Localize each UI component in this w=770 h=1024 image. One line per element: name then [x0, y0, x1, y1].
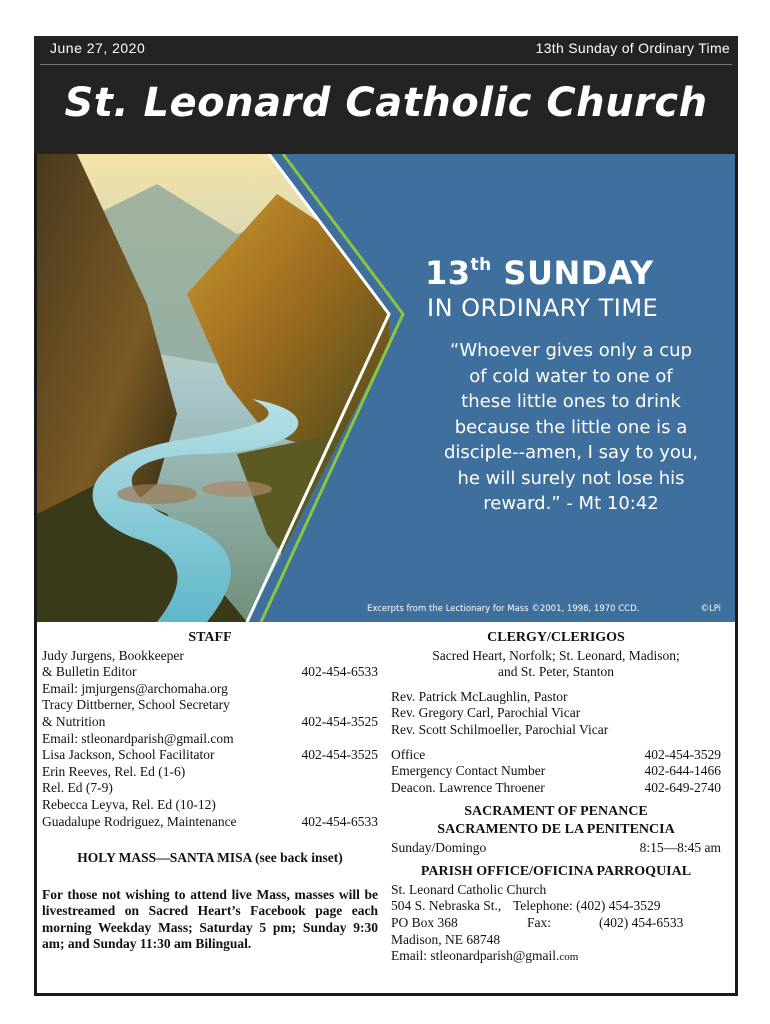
- staff-row: [42, 797, 378, 814]
- parish-list-line: Sacred Heart, Norfolk; St. Leonard, Madison;: [432, 647, 680, 663]
- hero-heading-word: SUNDAY: [503, 254, 654, 292]
- bulletin-date: June 27, 2020: [50, 40, 146, 56]
- staff-text: Tracy Dittberner, School Secretary: [42, 697, 230, 713]
- staff-row: [42, 697, 378, 714]
- quote-line: “Whoever gives only a cup: [450, 340, 692, 361]
- liturgical-day: 13th Sunday of Ordinary Time: [535, 40, 730, 56]
- scripture-quote: [421, 338, 721, 517]
- contact-row: [391, 780, 721, 797]
- hero-heading-ordinal: th: [470, 255, 492, 275]
- hero-subheading: IN ORDINARY TIME: [427, 294, 659, 322]
- office-email: [391, 948, 721, 966]
- staff-row: [42, 731, 378, 748]
- office-telephone: Telephone: (402) 454-3529: [513, 898, 661, 914]
- quote-line: of cold water to one of: [469, 365, 673, 387]
- right-column: [391, 630, 721, 966]
- staff-phone: 402-454-3525: [301, 713, 378, 729]
- staff-text: Guadalupe Rodriguez, Maintenance: [42, 813, 237, 829]
- office-fax: (402) 454-6533: [599, 914, 684, 930]
- office-email-main: Email: stleonardparish@gmail.: [391, 948, 560, 964]
- staff-text: Judy Jurgens, Bookkeeper: [42, 647, 184, 663]
- staff-text: Lisa Jackson, School Facilitator: [42, 747, 215, 763]
- staff-phone: 402-454-3525: [301, 747, 378, 763]
- hero-heading-number: 13: [425, 254, 471, 292]
- contact-row: [391, 747, 721, 764]
- contact-label: Deacon. Lawrence Throener: [391, 779, 545, 795]
- office-heading: PARISH OFFICE/OFICINA PARROQUIAL: [420, 864, 692, 880]
- livestream-notice: For those not wishing to attend live Mass, masses will be livestreamed on Sacred Heart’s Facebook page each morning Weekday Mass; Saturday 5 pm; Sunday 9:30 am; and Sunday 11:30 am Bilingual.: [42, 886, 378, 951]
- office-po-row: [391, 915, 721, 932]
- hero-heading: [425, 254, 705, 292]
- staff-phone: 402-454-6533: [301, 813, 378, 829]
- staff-email: Email: stleonardparish@gmail.com: [42, 730, 234, 746]
- staff-row: [42, 814, 378, 831]
- masthead-divider: [40, 64, 732, 65]
- mass-heading: HOLY MASS—SANTA MISA (see back inset): [77, 850, 343, 866]
- staff-text: & Nutrition: [42, 713, 106, 729]
- priest-entry: Rev. Gregory Carl, Parochial Vicar: [391, 705, 581, 721]
- contact-label: Emergency Contact Number: [391, 763, 546, 779]
- staff-heading: STAFF: [188, 630, 232, 645]
- lpi-credit: ©LPi: [700, 604, 721, 614]
- left-column: [42, 630, 378, 952]
- staff-row: [42, 780, 378, 797]
- contact-phone: 402-454-3529: [644, 746, 721, 762]
- staff-text: Rel. Ed (7-9): [42, 780, 113, 796]
- office-street: 504 S. Nebraska St.,: [391, 898, 502, 914]
- contact-row: [391, 763, 721, 780]
- penance-heading-spanish: SACRAMENTO DE LA PENITENCIA: [437, 821, 675, 837]
- clergy-heading: CLERGY/CLERIGOS: [487, 630, 625, 645]
- contact-phone: 402-644-1466: [644, 763, 721, 779]
- quote-line: because the little one is a: [454, 416, 688, 438]
- staff-email: Email: jmjurgens@archomaha.org: [42, 680, 228, 696]
- staff-row: [42, 664, 378, 681]
- office-name: St. Leonard Catholic Church: [391, 881, 547, 897]
- staff-row: [42, 681, 378, 698]
- quote-line: he will surely not lose his: [457, 467, 685, 489]
- church-title: St. Leonard Catholic Church: [64, 80, 708, 126]
- staff-text: Rebecca Leyva, Rel. Ed (10-12): [42, 796, 216, 812]
- parish-list-line: and St. Peter, Stanton: [497, 664, 615, 680]
- quote-line: disciple--amen, I say to you,: [443, 442, 699, 463]
- penance-heading: SACRAMENT OF PENANCE: [464, 804, 648, 820]
- staff-text: & Bulletin Editor: [42, 664, 137, 680]
- office-address-row: [391, 898, 721, 915]
- lectionary-credit: Excerpts from the Lectionary for Mass ©2001, 1998, 1970 CCD.: [367, 604, 640, 614]
- office-email-tail: com: [559, 951, 579, 964]
- staff-row: [42, 714, 378, 731]
- staff-text: Erin Reeves, Rel. Ed (1-6): [42, 763, 186, 779]
- staff-phone: 402-454-6533: [301, 664, 378, 680]
- penance-time: 8:15—8:45 am: [639, 839, 721, 855]
- staff-row: [42, 747, 378, 764]
- penance-day: Sunday/Domingo: [391, 839, 487, 855]
- staff-row: [42, 648, 378, 665]
- quote-line: reward.” - Mt 10:42: [483, 493, 659, 514]
- penance-time-row: [391, 840, 721, 857]
- quote-line: these little ones to drink: [461, 391, 681, 412]
- priest-entry: Rev. Scott Schilmoeller, Parochial Vicar: [391, 721, 609, 737]
- office-po-box: PO Box 368: [391, 914, 458, 930]
- priest-entry: Rev. Patrick McLaughlin, Pastor: [391, 688, 568, 704]
- contact-label: Office: [391, 746, 426, 762]
- hero-banner: [37, 154, 735, 622]
- staff-row: [42, 764, 378, 781]
- office-fax-label: Fax:: [527, 914, 552, 930]
- office-city: Madison, NE 68748: [391, 931, 501, 947]
- contact-phone: 402-649-2740: [644, 779, 721, 795]
